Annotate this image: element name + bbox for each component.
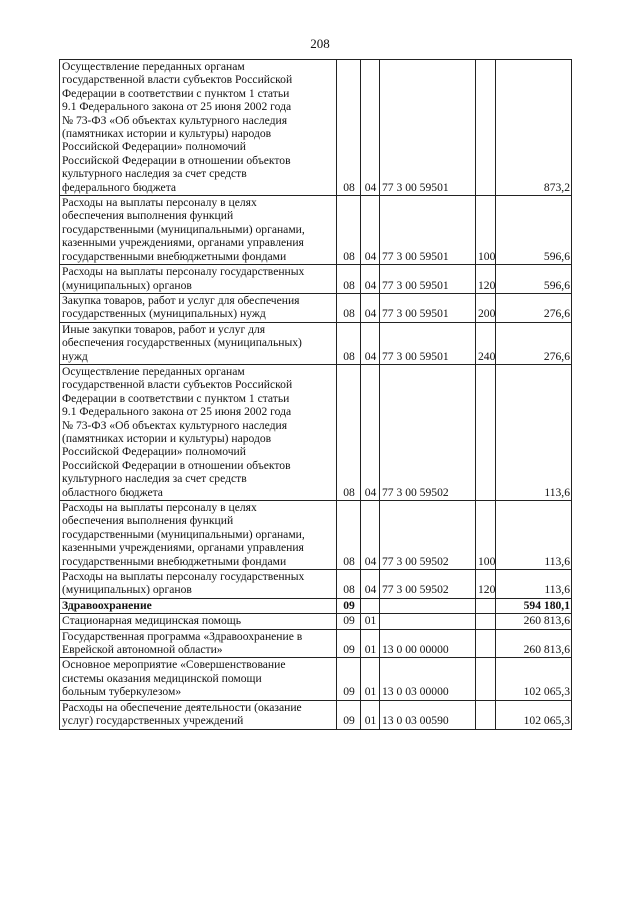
table-row xyxy=(60,196,572,265)
row-amount: 260 813,6 xyxy=(496,614,572,629)
row-target-article: 13 0 03 00000 xyxy=(380,658,476,700)
row-expense-type: 120 xyxy=(476,265,496,294)
row-name: Расходы на выплаты персоналу в целях обеспечения выполнения функций государственными (муниципальными) органами, казенными учреждениями, органами управления государственными внебюджетными фондами xyxy=(60,196,337,265)
row-expense-type xyxy=(476,658,496,700)
row-expense-type: 100 xyxy=(476,501,496,570)
row-subsection: 04 xyxy=(361,265,380,294)
row-expense-type xyxy=(476,614,496,629)
row-subsection: 04 xyxy=(361,501,380,570)
row-name: Государственная программа «Здравоохранение в Еврейской автономной области» xyxy=(60,629,337,658)
row-amount: 594 180,1 xyxy=(496,598,572,613)
row-expense-type xyxy=(476,629,496,658)
row-name: Закупка товаров, работ и услуг для обеспечения государственных (муниципальных) нужд xyxy=(60,293,337,322)
row-expense-type: 240 xyxy=(476,322,496,364)
table-row xyxy=(60,293,572,322)
row-expense-type xyxy=(476,60,496,196)
row-subsection: 04 xyxy=(361,60,380,196)
row-subsection: 01 xyxy=(361,700,380,729)
row-amount: 873,2 xyxy=(496,60,572,196)
row-amount: 113,6 xyxy=(496,570,572,599)
table-row xyxy=(60,501,572,570)
row-section: 08 xyxy=(337,60,361,196)
row-name: Основное мероприятие «Совершенствование системы оказания медицинской помощи больным туберкулезом» xyxy=(60,658,337,700)
row-name: Расходы на выплаты персоналу государственных (муниципальных) органов xyxy=(60,570,337,599)
row-expense-type xyxy=(476,598,496,613)
table-row xyxy=(60,570,572,599)
row-amount: 596,6 xyxy=(496,196,572,265)
row-amount: 276,6 xyxy=(496,293,572,322)
row-section: 09 xyxy=(337,658,361,700)
page-number: 208 xyxy=(310,36,330,51)
row-target-article: 77 3 00 59501 xyxy=(380,265,476,294)
row-section: 08 xyxy=(337,570,361,599)
row-target-article: 77 3 00 59501 xyxy=(380,196,476,265)
budget-table xyxy=(59,59,572,730)
table-row xyxy=(60,629,572,658)
row-section: 08 xyxy=(337,364,361,500)
row-target-article: 77 3 00 59501 xyxy=(380,293,476,322)
row-name: Осуществление переданных органам государственной власти субъектов Российской Федерации в соответствии с пунктом 1 статьи 9.1 Федерального закона от 25 июня 2002 года № 73-ФЗ «Об объектах культурного наследия (памятниках истории и культуры) народов Российской Федерации» полномочий Российской Федерации в отношении объектов культурного наследия за счет средств федерального бюджета xyxy=(60,60,337,196)
row-target-article: 13 0 03 00590 xyxy=(380,700,476,729)
row-subsection: 04 xyxy=(361,196,380,265)
table-row xyxy=(60,60,572,196)
row-amount: 102 065,3 xyxy=(496,700,572,729)
row-target-article: 13 0 00 00000 xyxy=(380,629,476,658)
row-name: Стационарная медицинская помощь xyxy=(60,614,337,629)
budget-table-body xyxy=(60,60,572,730)
row-amount: 113,6 xyxy=(496,501,572,570)
row-name: Иные закупки товаров, работ и услуг для обеспечения государственных (муниципальных) нужд xyxy=(60,322,337,364)
row-subsection: 04 xyxy=(361,364,380,500)
table-row xyxy=(60,658,572,700)
table-row xyxy=(60,700,572,729)
row-name: Расходы на выплаты персоналу в целях обеспечения выполнения функций государственными (муниципальными) органами, казенными учреждениями, органами управления государственными внебюджетными фондами xyxy=(60,501,337,570)
row-section: 09 xyxy=(337,629,361,658)
row-subsection: 04 xyxy=(361,322,380,364)
row-section: 08 xyxy=(337,293,361,322)
table-row xyxy=(60,265,572,294)
row-name: Расходы на выплаты персоналу государственных (муниципальных) органов xyxy=(60,265,337,294)
row-amount: 596,6 xyxy=(496,265,572,294)
table-row xyxy=(60,598,572,613)
row-expense-type: 100 xyxy=(476,196,496,265)
row-target-article xyxy=(380,598,476,613)
row-expense-type xyxy=(476,364,496,500)
table-row xyxy=(60,614,572,629)
row-subsection: 01 xyxy=(361,629,380,658)
row-section: 08 xyxy=(337,265,361,294)
table-row xyxy=(60,364,572,500)
row-target-article: 77 3 00 59502 xyxy=(380,364,476,500)
row-expense-type: 200 xyxy=(476,293,496,322)
row-amount: 113,6 xyxy=(496,364,572,500)
row-name: Осуществление переданных органам государственной власти субъектов Российской Федерации в соответствии с пунктом 1 статьи 9.1 Федерального закона от 25 июня 2002 года № 73-ФЗ «Об объектах культурного наследия (памятниках истории и культуры) народов Российской Федерации» полномочий Российской Федерации в отношении объектов культурного наследия за счет средств областного бюджета xyxy=(60,364,337,500)
row-target-article: 77 3 00 59502 xyxy=(380,570,476,599)
row-section: 08 xyxy=(337,322,361,364)
row-subsection xyxy=(361,598,380,613)
row-expense-type xyxy=(476,700,496,729)
row-section: 09 xyxy=(337,700,361,729)
row-section: 09 xyxy=(337,614,361,629)
row-name: Здравоохранение xyxy=(60,598,337,613)
row-target-article xyxy=(380,614,476,629)
row-subsection: 01 xyxy=(361,614,380,629)
row-target-article: 77 3 00 59502 xyxy=(380,501,476,570)
row-target-article: 77 3 00 59501 xyxy=(380,60,476,196)
row-subsection: 04 xyxy=(361,570,380,599)
row-subsection: 01 xyxy=(361,658,380,700)
row-section: 08 xyxy=(337,501,361,570)
table-row xyxy=(60,322,572,364)
row-name: Расходы на обеспечение деятельности (оказание услуг) государственных учреждений xyxy=(60,700,337,729)
row-amount: 260 813,6 xyxy=(496,629,572,658)
row-target-article: 77 3 00 59501 xyxy=(380,322,476,364)
row-expense-type: 120 xyxy=(476,570,496,599)
row-amount: 276,6 xyxy=(496,322,572,364)
row-section: 08 xyxy=(337,196,361,265)
row-amount: 102 065,3 xyxy=(496,658,572,700)
row-section: 09 xyxy=(337,598,361,613)
row-subsection: 04 xyxy=(361,293,380,322)
